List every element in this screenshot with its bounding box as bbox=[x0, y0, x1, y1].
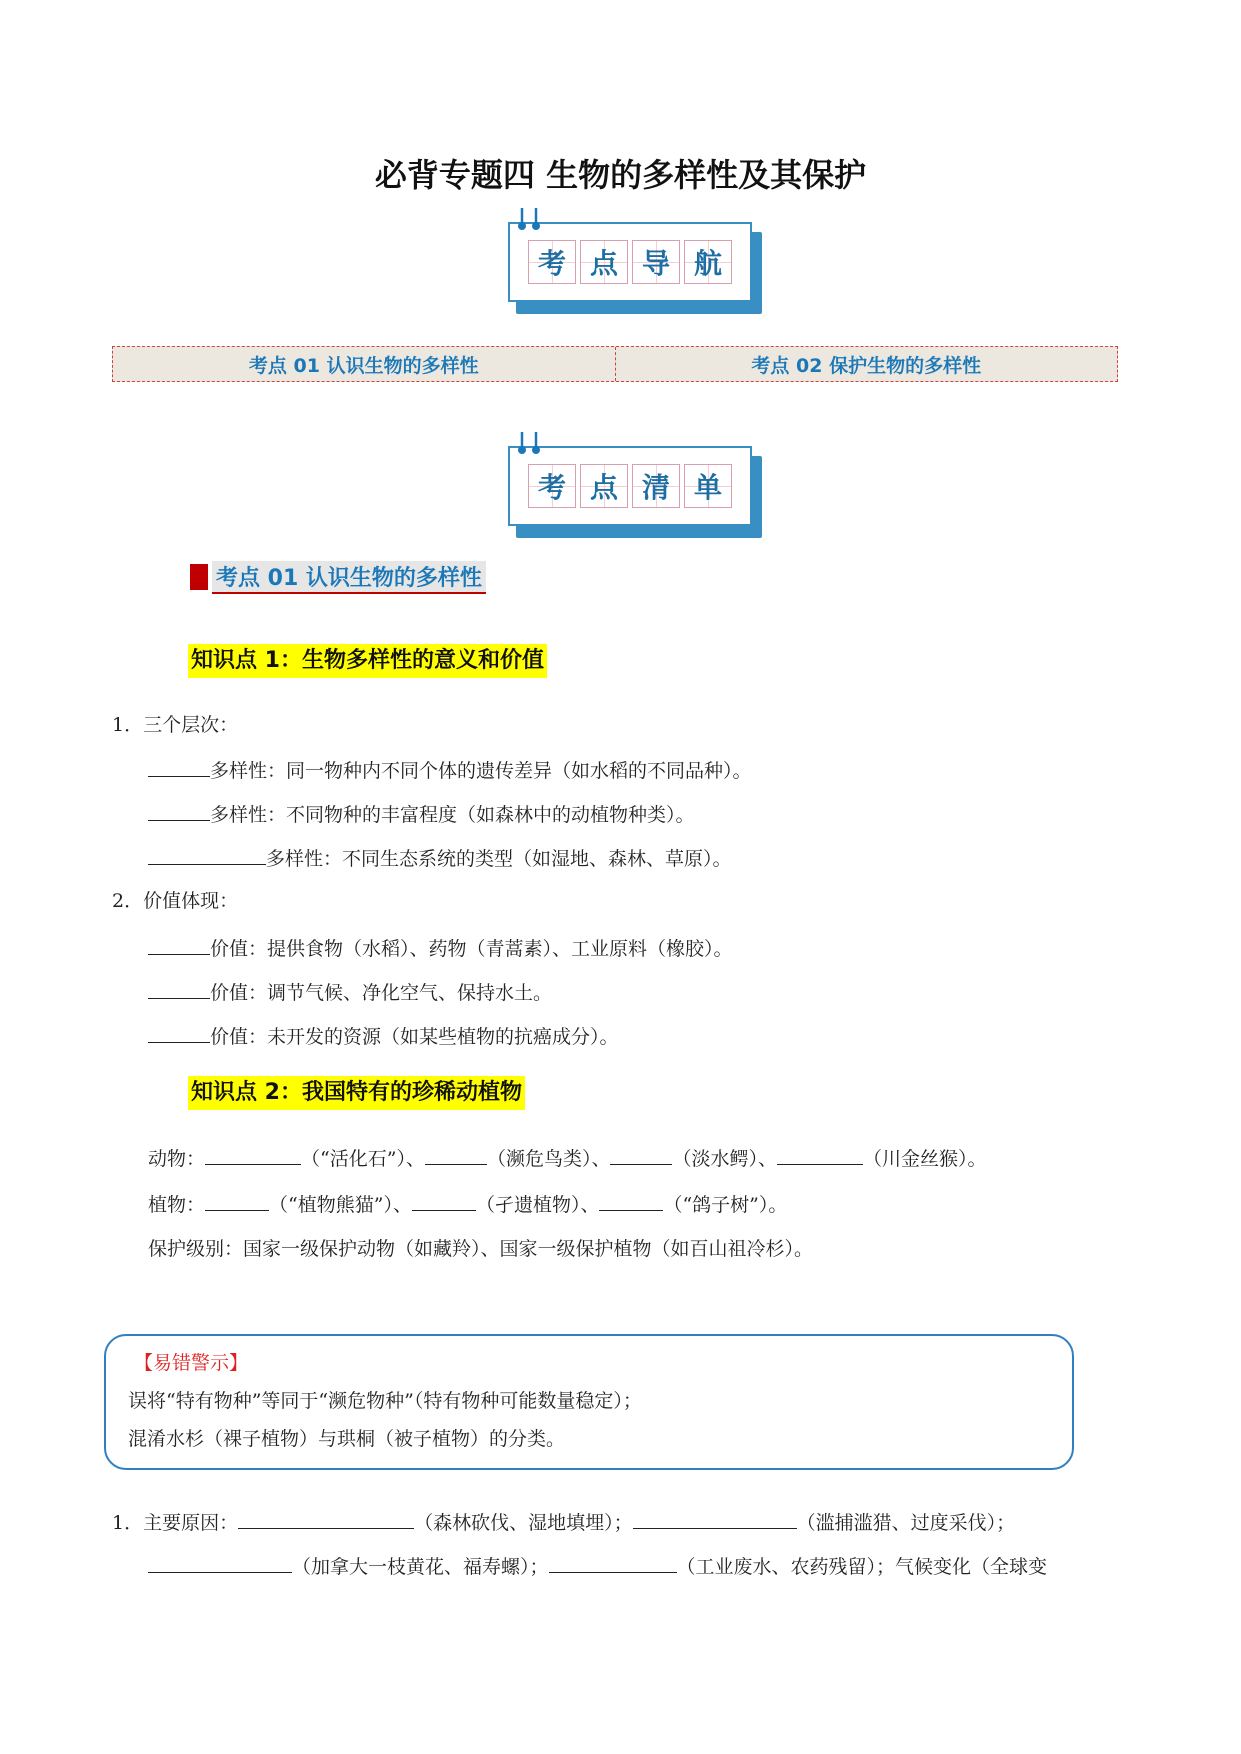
badge-char: 单 bbox=[684, 464, 732, 508]
page-title: 必背专题四 生物的多样性及其保护 bbox=[374, 156, 867, 194]
badge-char: 考 bbox=[528, 464, 576, 508]
value-direct: 价值：提供食物（水稻）、药物（青蒿素）、工业原料（橡胶）。 bbox=[148, 934, 733, 962]
fill-blank[interactable] bbox=[777, 1144, 863, 1165]
nav-topic-02[interactable]: 考点 02 保护生物的多样性 bbox=[615, 347, 1118, 381]
fill-blank[interactable] bbox=[238, 1508, 414, 1529]
fill-blank[interactable] bbox=[205, 1144, 301, 1165]
level-genetic: 多样性：同一物种内不同个体的遗传差异（如水稻的不同品种）。 bbox=[148, 756, 752, 784]
plants-line: 植物： （“植物熊猫”）、 （孑遗植物）、 （“鸽子树”）。 bbox=[148, 1190, 787, 1218]
badge-char: 点 bbox=[580, 464, 628, 508]
fill-blank[interactable] bbox=[425, 1144, 487, 1165]
binder-ring-icon bbox=[532, 432, 540, 456]
section-heading bbox=[190, 560, 486, 594]
fill-blank[interactable] bbox=[148, 844, 266, 865]
protection-level: 保护级别：国家一级保护动物（如藏羚）、国家一级保护植物（如百山祖冷杉）。 bbox=[148, 1238, 814, 1260]
warning-line-1: 误将“特有物种”等同于“濒危物种”（特有物种可能数量稳定）； bbox=[128, 1390, 642, 1412]
fill-blank[interactable] bbox=[148, 800, 210, 821]
value-indirect: 价值：调节气候、净化空气、保持水土。 bbox=[148, 978, 552, 1006]
topic-nav-table bbox=[112, 346, 1118, 382]
warning-line-2: 混淆水杉（裸子植物）与珙桐（被子植物）的分类。 bbox=[128, 1428, 566, 1450]
value-potential: 价值：未开发的资源（如某些植物的抗癌成分）。 bbox=[148, 1022, 619, 1050]
levels-heading: 1．三个层次： bbox=[112, 714, 239, 736]
badge-char: 清 bbox=[632, 464, 680, 508]
badge-char: 点 bbox=[580, 240, 628, 284]
fill-blank[interactable] bbox=[412, 1190, 476, 1211]
knowledge-point-2: 知识点 2：我国特有的珍稀动植物 bbox=[188, 1076, 525, 1110]
fill-blank[interactable] bbox=[205, 1190, 269, 1211]
fill-blank[interactable] bbox=[599, 1190, 663, 1211]
fill-blank[interactable] bbox=[610, 1144, 672, 1165]
causes-line-2: （加拿大一枝黄花、福寿螺）； （工业废水、农药残留）；气候变化（全球变 bbox=[148, 1552, 1047, 1580]
badge-char: 航 bbox=[684, 240, 732, 284]
list-badge bbox=[508, 446, 760, 532]
warning-box bbox=[104, 1334, 1074, 1470]
binder-ring-icon bbox=[518, 208, 526, 232]
fill-blank[interactable] bbox=[148, 978, 210, 999]
level-species: 多样性：不同物种的丰富程度（如森林中的动植物种类）。 bbox=[148, 800, 695, 828]
nav-badge bbox=[508, 222, 760, 308]
values-heading: 2．价值体现： bbox=[112, 890, 239, 912]
fill-blank[interactable] bbox=[549, 1552, 677, 1573]
fill-blank[interactable] bbox=[633, 1508, 797, 1529]
fill-blank[interactable] bbox=[148, 934, 210, 955]
badge-char: 导 bbox=[632, 240, 680, 284]
badge-char: 考 bbox=[528, 240, 576, 284]
fill-blank[interactable] bbox=[148, 756, 210, 777]
red-square-icon bbox=[190, 564, 208, 590]
binder-ring-icon bbox=[532, 208, 540, 232]
section-title: 考点 01 认识生物的多样性 bbox=[212, 561, 486, 594]
level-ecosystem: 多样性：不同生态系统的类型（如湿地、森林、草原）。 bbox=[148, 844, 732, 872]
knowledge-point-1: 知识点 1：生物多样性的意义和价值 bbox=[188, 644, 547, 678]
fill-blank[interactable] bbox=[148, 1022, 210, 1043]
binder-ring-icon bbox=[518, 432, 526, 456]
warning-title: 【易错警示】 bbox=[134, 1352, 249, 1374]
nav-topic-01[interactable]: 考点 01 认识生物的多样性 bbox=[248, 354, 479, 377]
causes-line-1: 1．主要原因： （森林砍伐、湿地填埋）； （滥捕滥猎、过度采伐）； bbox=[112, 1508, 1015, 1536]
animals-line: 动物： （“活化石”）、 （濒危鸟类）、 （淡水鳄）、 （川金丝猴）。 bbox=[148, 1144, 987, 1172]
fill-blank[interactable] bbox=[148, 1552, 292, 1573]
